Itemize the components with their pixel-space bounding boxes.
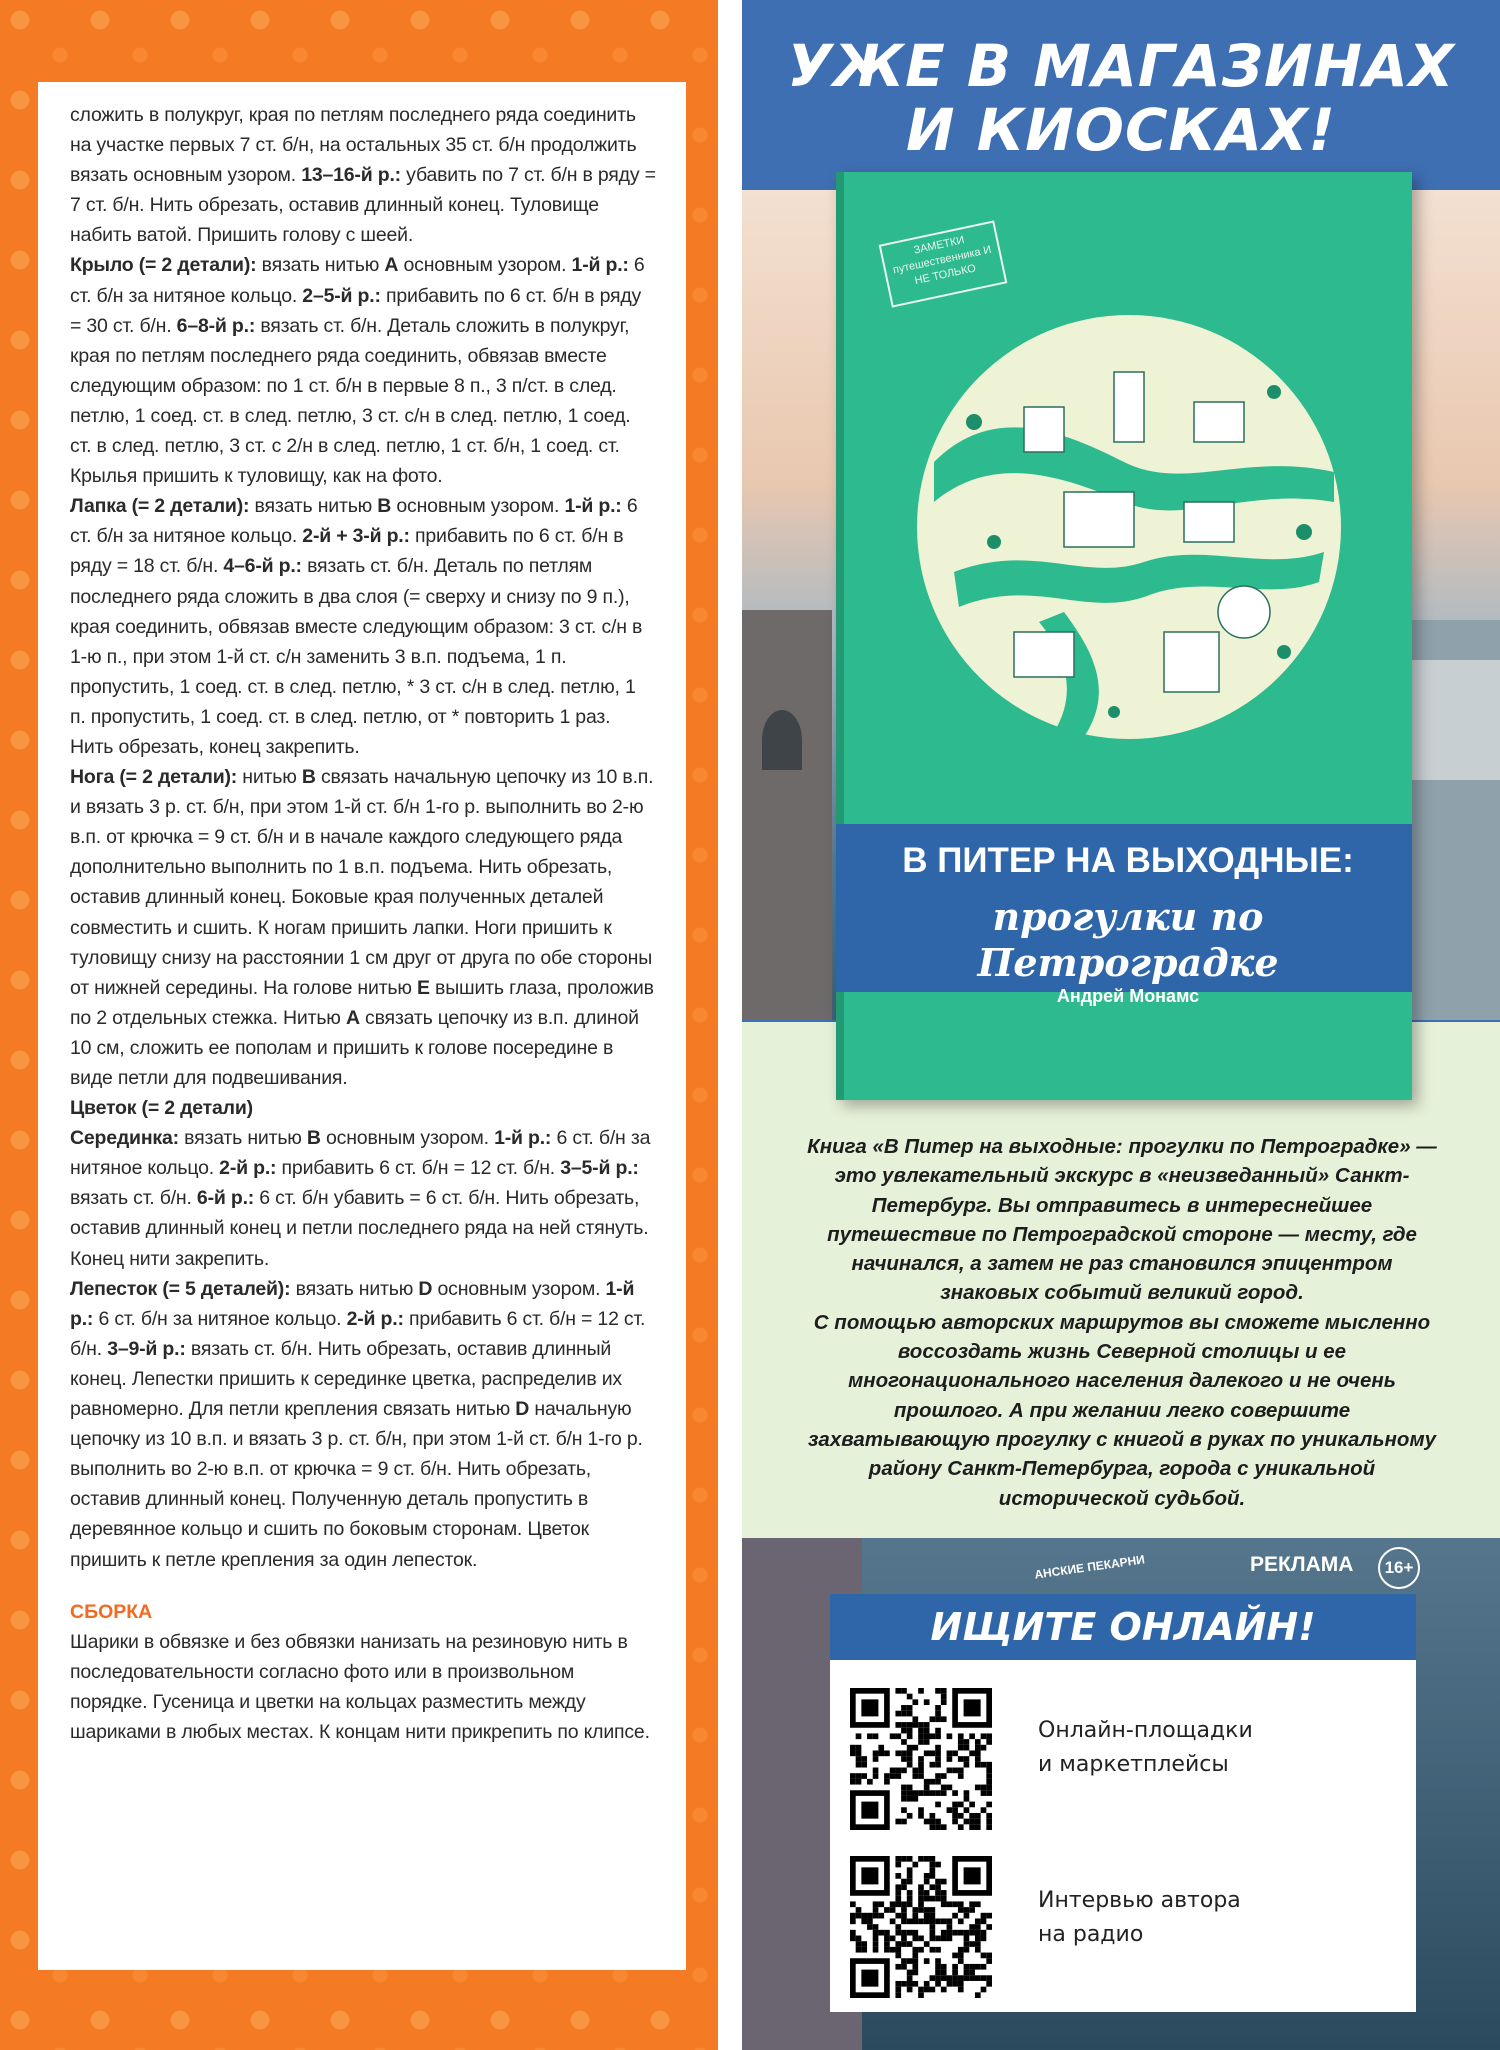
instructions-panel <box>38 82 686 1970</box>
instruction-text: прибавить по 6 ст. б/н в ряду = 30 ст. б/н. <box>70 284 642 337</box>
instruction-term: 3–9-й р.: <box>107 1337 186 1360</box>
ad-headline <box>742 34 1500 162</box>
qr-label-line: на радио <box>1038 1922 1144 1947</box>
instruction-text: вышить глаза, проложив по 2 отдельных стежка. Нитью <box>70 976 654 1029</box>
qr-label-radio <box>1038 1884 1241 1952</box>
instructions-body <box>70 100 656 1575</box>
instruction-paragraph <box>70 1123 656 1273</box>
promo-description <box>802 1132 1442 1513</box>
instruction-term: А <box>345 1006 360 1029</box>
instruction-text: основным узором. <box>391 495 565 518</box>
qr-label-line: Онлайн-площадки <box>1038 1718 1253 1743</box>
instruction-text: 6 ст. б/н убавить = 6 ст. б/н. Нить обрезать, оставив длинный конец и петли последнего ряда на ней стянуть. Конец нити закрепить. <box>70 1187 649 1270</box>
instruction-paragraph <box>70 1274 656 1575</box>
instruction-text: прибавить 6 ст. б/н = 12 ст. б/н. <box>70 1307 646 1360</box>
qr-label-line: Интервью автора <box>1038 1888 1241 1913</box>
instruction-text: вязать ст. б/н. Деталь по петлям последнего ряда сложить в два слоя (= сверху и снизу по 9 п.), края соединить, обвязав вместе следующим образом: 3 ст. с/н в 1-ю п., при этом 1-й ст. с/н заменить 3 в.п. подъема, 1 п. пропустить, 1 соед. ст. в след. петлю, * 3 ст. с/н в след. петлю, 1 п. пропустить, 1 соед. ст. в след. петлю, от * повторить 1 раз. Нить обрезать, конец закрепить. <box>70 555 643 758</box>
instruction-term: 2-й + 3-й р.: <box>302 525 410 548</box>
instruction-term: Лапка (= 2 детали): <box>70 495 250 518</box>
instruction-term: 1-й р.: <box>564 495 622 518</box>
instruction-text: нитью <box>237 766 302 789</box>
instruction-text: 6 ст. б/н за нитяное кольцо. <box>93 1307 347 1330</box>
online-search-box <box>830 1594 1416 2012</box>
qr-label-marketplaces <box>1038 1714 1253 1782</box>
book-cover <box>836 172 1412 1100</box>
assembly-text: Шарики в обвязке и без обвязки нанизать на резиновую нить в последовательности согласно фото или в произвольном порядке. Гусеница и цветки на кольцах разместить между шариками в любых местах. К концам нити прикрепить по клипсе. <box>70 1630 650 1743</box>
promo-paragraph: Книга «В Питер на выходные: прогулки по Петроградке» — это увлекательный экскурс в «неизведанный» Санкт-Петербург. Вы отправитесь в интереснейшее путешествие по Петроградской стороне — месту, где начинался, а затем не раз становился эпицентром знаковых событий великий город. <box>807 1135 1437 1305</box>
instruction-paragraph <box>70 250 656 491</box>
instruction-paragraph <box>70 491 656 762</box>
instruction-text: вязать нитью <box>178 1127 307 1150</box>
instruction-term: Серединка: <box>70 1127 179 1150</box>
instruction-term: D <box>515 1398 530 1421</box>
instruction-text: вязать нитью <box>256 254 385 277</box>
qr-code-radio-interview[interactable] <box>850 1856 992 1998</box>
instruction-term: 1-й р.: <box>571 254 629 277</box>
instruction-term: А <box>384 254 399 277</box>
assembly-heading: СБОРКА <box>70 1600 153 1623</box>
instruction-term: 2-й р.: <box>346 1307 404 1330</box>
instruction-paragraph <box>70 762 656 1093</box>
instruction-text: вязать нитью <box>249 495 378 518</box>
instruction-text: убавить по 7 ст. б/н в ряду = 7 ст. б/н. Нить обрезать, оставив длинный конец. Туловище набить ватой. Пришить голову с шеей. <box>70 164 656 247</box>
instruction-text: прибавить 6 ст. б/н = 12 ст. б/н. <box>276 1157 561 1180</box>
promo-paragraph: С помощью авторских маршрутов вы сможете мысленно воссоздать жизнь Северной столицы и ее многонационального населения далекого и не очень прошлого. А при желании легко совершите захватывающую прогулку с книгой в руках по уникальному району Санкт-Петербурга, города с уникальной исторической судьбой. <box>807 1310 1437 1510</box>
age-rating-badge: 16+ <box>1378 1547 1420 1589</box>
qr-code-marketplaces[interactable] <box>850 1688 992 1830</box>
instruction-term: Лепесток (= 5 деталей): <box>70 1277 291 1300</box>
instruction-term: D <box>418 1277 433 1300</box>
instruction-term: 2–5-й р.: <box>302 284 381 307</box>
instruction-text: связать цепочку из в.п. длиной 10 см, сложить ее пополам и пришить к голове посередине в виде петли для подвешивания. <box>70 1006 639 1089</box>
book-title: В ПИТЕР НА ВЫХОДНЫЕ: <box>902 841 1354 880</box>
instruction-paragraph <box>70 100 656 250</box>
instruction-text: вязать ст. б/н. Деталь сложить в полукруг, края по петлям последнего ряда соединить, обвязав вместе следующим образом: по 1 ст. б/н в первые 8 п., 3 п/ст. в след. петлю, 1 соед. ст. в след. петлю, 3 ст. с/н в след. петлю, 1 соед. ст. в след. петлю, 3 ст. с 2/н в след. петлю, 1 ст. б/н, 1 соед. ст. Крылья пришить к туловищу, как на фото. <box>70 314 631 488</box>
headline-line-2: И КИОСКАХ! <box>905 96 1337 164</box>
advertisement-label: РЕКЛАМА <box>1250 1553 1354 1576</box>
instruction-term: 1-й р.: <box>494 1127 552 1150</box>
book-author: Андрей Монамс <box>1056 986 1200 1006</box>
instruction-text: основным узором. <box>432 1277 606 1300</box>
instruction-term: 2-й р.: <box>219 1157 277 1180</box>
instruction-term: Цветок (= 2 детали) <box>70 1097 253 1120</box>
instruction-term: 4–6-й р.: <box>223 555 302 578</box>
instruction-term: Крыло (= 2 детали): <box>70 254 257 277</box>
instruction-text: 6 ст. б/н за нитяное кольцо. <box>70 1127 651 1180</box>
instruction-term: Е <box>417 976 430 999</box>
instruction-text: связать начальную цепочку из 10 в.п. и вязать 3 р. ст. б/н, при этом 1-й ст. б/н 1-го р. выполнить во 2-ю в.п. от крючка = 9 ст. б/н и в начале каждого следующего ряда дополнительно выполнить по 1 в.п. подъема. Нить обрезать, оставив длинный конец. Боковые края полученных деталей совместить и сшить. К ногам пришить лапки. Ноги пришить к туловищу снизу на расстоянии 1 см друг от друга по обе стороны от нижней середины. На голове нитью <box>70 766 654 999</box>
instruction-text: начальную цепочку из 10 в.п. и вязать 3 р. ст. б/н, при этом 1-й ст. б/н 1-го р. выполнить во 2-ю в.п. от крючка = 9 ст. б/н. Нить обрезать, оставив длинный конец. Полученную деталь пропустить в деревянное кольцо и сшить по боковым сторонам. Цветок пришить к петле крепления за один лепесток. <box>70 1398 643 1571</box>
instruction-text: вязать нитью <box>290 1277 419 1300</box>
instruction-text: основным узором. <box>320 1127 495 1150</box>
instruction-term: В <box>301 766 316 789</box>
instruction-term: Нога (= 2 детали): <box>70 766 238 789</box>
online-heading: ИЩИТЕ ОНЛАЙН! <box>830 1594 1416 1660</box>
instruction-term: 13–16-й р.: <box>301 164 401 187</box>
instruction-text: 6 ст. б/н за нитяное кольцо. <box>70 254 645 307</box>
instruction-term: В <box>306 1127 321 1150</box>
instruction-term: 6–8-й р.: <box>176 314 256 337</box>
qr-code-icon <box>850 1688 992 1830</box>
instruction-text: вязать ст. б/н. Нить обрезать, оставив длинный конец. Лепестки пришить к серединке цветка, распределив их равномерно. Для петли крепления связать нитью <box>70 1337 622 1421</box>
instruction-term: 6-й р.: <box>196 1187 255 1210</box>
travel-notes-badge: ЗАМЕТКИ путешественника И НЕ ТОЛЬКО <box>879 220 1008 307</box>
qr-label-line: и маркетплейсы <box>1038 1752 1229 1777</box>
instruction-paragraph <box>70 1093 656 1123</box>
instruction-term: 1-й р.: <box>70 1277 635 1330</box>
instruction-text: прибавить по 6 ст. б/н в ряду = 18 ст. б/н. <box>70 525 624 578</box>
instruction-term: 3–5-й р.: <box>560 1157 639 1180</box>
headline-line-1: УЖЕ В МАГАЗИНАХ <box>787 32 1455 100</box>
photo-shop-sign: АНСКИЕ ПЕКАРНИ <box>1033 1552 1146 1582</box>
instruction-text: сложить в полукруг, края по петлям последнего ряда соединить на участке первых 7 ст. б/н, на остальных 35 ст. б/н продолжить вязать основным узором. <box>70 104 637 187</box>
instruction-term: В <box>377 495 392 518</box>
illustrated-city-map <box>914 312 1344 742</box>
instruction-text: вязать ст. б/н. <box>70 1187 197 1210</box>
instruction-text: 6 ст. б/н за нитяное кольцо. <box>70 495 638 548</box>
book-advertisement <box>742 0 1500 2050</box>
instruction-text: основным узором. <box>398 254 572 277</box>
book-subtitle: прогулки по Петроградке <box>977 894 1279 985</box>
qr-code-icon <box>850 1856 992 1998</box>
